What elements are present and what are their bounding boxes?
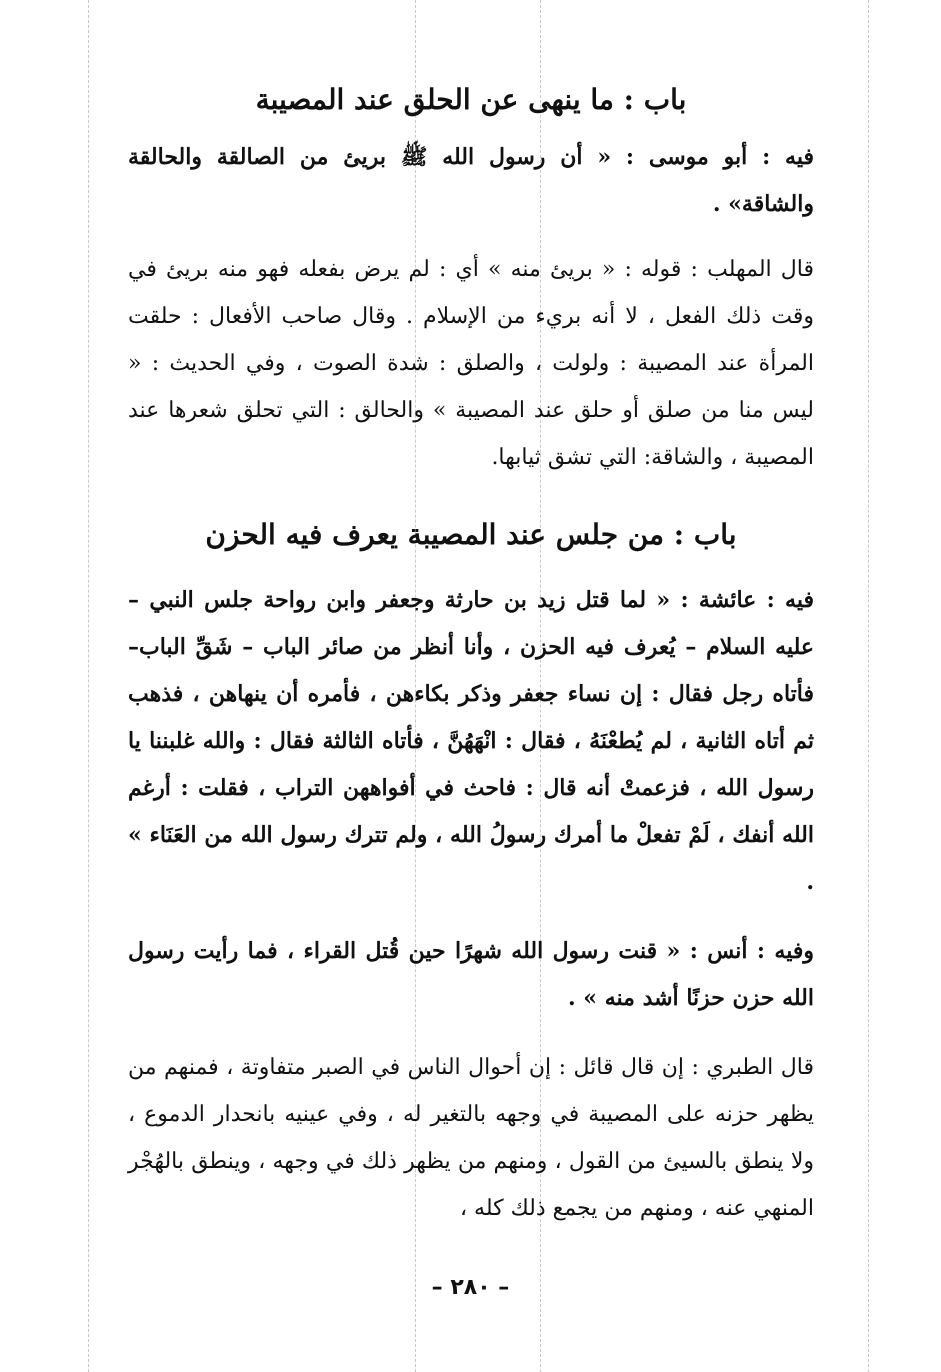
- page-content: [128, 72, 814, 1232]
- scan-guide-line: [88, 0, 89, 1372]
- hadith-anas: وفيه : أنس : « قنت رسول الله شهرًا حين قُتل القراء ، فما رأيت رسول الله حزن حزنًا أشد منه » .: [128, 938, 814, 1011]
- hadith-aisha: فيه : عائشة : « لما قتل زيد بن حارثة وجعفر وابن رواحة جلس النبي – عليه السلام – يُعرف فيه الحزن ، وأنا أنظر من صائر الباب – شَقِّ الباب– فأتاه رجل فقال : إن نساء جعفر وذكر بكاءهن ، فأمره أن ينهاهن ، فذهب ثم أتاه الثانية ، لم يُطعْنَهُ ، فقال : انْهَهُنَّ ، فأتاه الثالثة فقال : والله غلبننا يا رسول الله ، فزعمتْ أنه قال : فاحث في أفواههن التراب ، فقلت : أرغم الله أنفك ، لَمْ تفعلْ ما أمرك رسولُ الله ، ولم تترك رسول الله من العَنَاء » .: [128, 587, 814, 895]
- commentary-muhallab: قال المهلب : قوله : « بريئ منه » أي : لم يرض بفعله فهو منه بريئ في وقت ذلك الفعل ، لا أنه بريء من الإسلام . وقال صاحب الأفعال : حلقت المرأة عند المصيبة : ولولت ، والصلق : شدة الصوت ، وفي الحديث : « ليس منا من صلق أو حلق عند المصيبة » والحالق : التي تحلق شعرها عند المصيبة ، والشاقة: التي تشق ثيابها.: [128, 257, 814, 470]
- chapter-title-grief: باب : من جلس عند المصيبة يعرف فيه الحزن: [205, 518, 737, 551]
- chapter-title-shaving: باب : ما ينهى عن الحلق عند المصيبة: [255, 83, 687, 116]
- hadith-abu-musa: فيه : أبو موسى : « أن رسول الله ﷺ بريئ من الصالقة والحالقة والشاقة» .: [128, 144, 814, 217]
- commentary-tabari: قال الطبري : إن قال قائل : إن أحوال الناس في الصبر متفاوتة ، فمنهم من يظهر حزنه على المصيبة في وجهه بالتغير له ، وفي عينيه بانحدار الدموع ، ولا ينطق بالسيئ من القول ، ومنهم من يظهر ذلك في وجهه ، وينطق بالهُجْر المنهي عنه ، ومنهم من يجمع ذلك كله ،: [128, 1055, 814, 1221]
- page-number: – ٢٨٠ –: [431, 1275, 510, 1300]
- scan-guide-line: [868, 0, 869, 1372]
